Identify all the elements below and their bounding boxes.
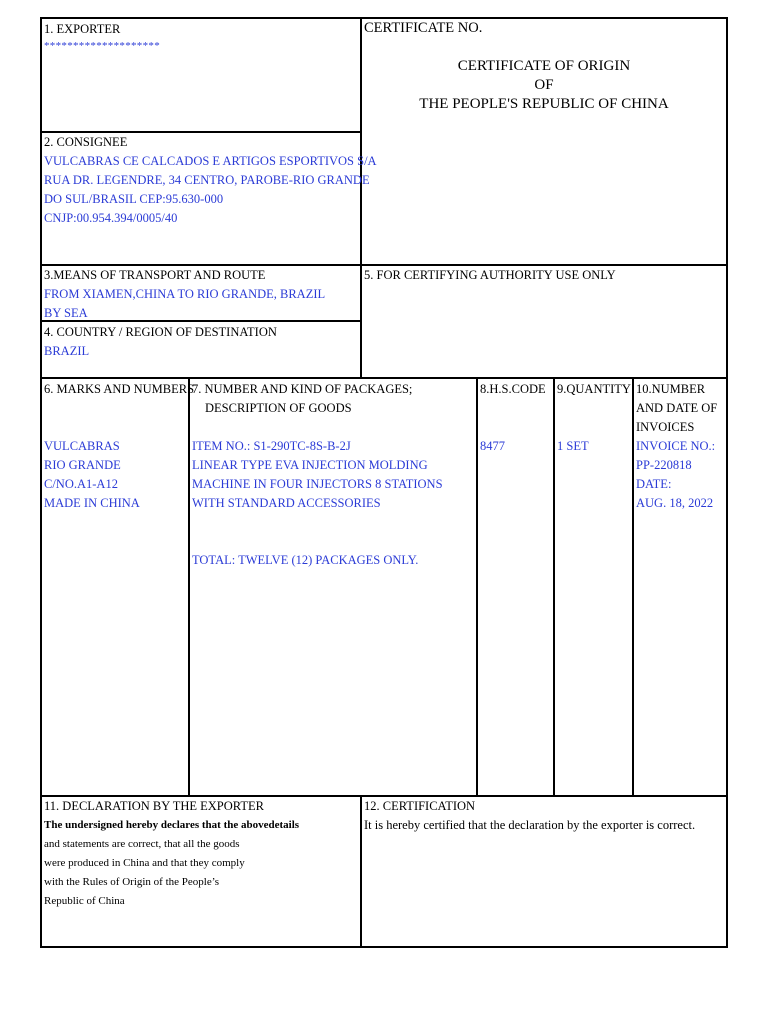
destination-label: 4. COUNTRY / REGION OF DESTINATION xyxy=(44,325,277,339)
description-line: ITEM NO.: S1-290TC-8S-B-2J xyxy=(192,439,351,453)
destination-value: BRAZIL xyxy=(44,344,90,358)
declaration-line: were produced in China and that they comply xyxy=(44,857,245,869)
description-line: MACHINE IN FOUR INJECTORS 8 STATIONS xyxy=(192,477,443,491)
certificate-title-line2: OF xyxy=(534,77,554,93)
divider-goods-top xyxy=(40,377,728,379)
invoices-header: 10.NUMBER xyxy=(636,382,706,396)
marks-line: MADE IN CHINA xyxy=(44,496,140,510)
declaration-line: with the Rules of Origin of the People’s xyxy=(44,876,220,888)
marks-header: 6. MARKS AND NUMBERS xyxy=(44,382,195,396)
quantity-header: 9.QUANTITY xyxy=(557,382,631,396)
declaration-line: Republic of China xyxy=(44,895,125,907)
description-header: DESCRIPTION OF GOODS xyxy=(205,401,352,415)
description-line: LINEAR TYPE EVA INJECTION MOLDING xyxy=(192,458,428,472)
divider-transport-destination xyxy=(40,320,361,322)
declaration-line: The undersigned hereby declares that the abovedetails xyxy=(44,819,300,831)
authority-label: 5. FOR CERTIFYING AUTHORITY USE ONLY xyxy=(364,268,616,282)
invoices-header: AND DATE OF xyxy=(636,401,718,415)
invoice-line: INVOICE NO.: xyxy=(636,439,716,453)
divider-col-quantity xyxy=(632,377,634,797)
invoice-line: AUG. 18, 2022 xyxy=(636,496,714,510)
consignee-line: RUA DR. LEGENDRE, 34 CENTRO, PAROBE-RIO GRANDE xyxy=(44,173,370,187)
divider-col-hs xyxy=(553,377,555,797)
declaration-label: 11. DECLARATION BY THE EXPORTER xyxy=(44,799,264,813)
exporter-label: 1. EXPORTER xyxy=(44,22,121,36)
consignee-label: 2. CONSIGNEE xyxy=(44,135,128,149)
certificate-no-label: CERTIFICATE NO. xyxy=(364,20,483,36)
transport-line: FROM XIAMEN,CHINA TO RIO GRANDE, BRAZIL xyxy=(44,287,326,301)
hs-code-value: 8477 xyxy=(480,439,505,453)
quantity-value: 1 SET xyxy=(557,439,589,453)
invoices-header: INVOICES xyxy=(636,420,695,434)
certificate-title-line3: THE PEOPLE'S REPUBLIC OF CHINA xyxy=(419,96,669,112)
marks-line: C/NO.A1-A12 xyxy=(44,477,118,491)
frame-bottom xyxy=(40,946,728,948)
exporter-value: ******************** xyxy=(44,40,160,52)
invoice-line: PP-220818 xyxy=(636,458,692,472)
marks-line: RIO GRANDE xyxy=(44,458,121,472)
transport-label: 3.MEANS OF TRANSPORT AND ROUTE xyxy=(44,268,266,282)
consignee-line: CNJP:00.954.394/0005/40 xyxy=(44,211,178,225)
frame-right xyxy=(726,17,728,948)
certificate-title-line1: CERTIFICATE OF ORIGIN xyxy=(457,58,631,74)
packages-header: 7. NUMBER AND KIND OF PACKAGES; xyxy=(192,382,413,396)
hs-code-header: 8.H.S.CODE xyxy=(480,382,546,396)
transport-line: BY SEA xyxy=(44,306,88,320)
frame-left xyxy=(40,17,42,948)
divider-col-description xyxy=(476,377,478,797)
certification-text: It is hereby certified that the declaration by the exporter is correct. xyxy=(364,818,696,832)
invoice-line: DATE: xyxy=(636,477,672,491)
divider-bottom-vertical xyxy=(360,795,362,948)
marks-line: VULCABRAS xyxy=(44,439,120,453)
total-packages: TOTAL: TWELVE (12) PACKAGES ONLY. xyxy=(192,553,419,567)
divider-col-marks xyxy=(188,377,190,797)
divider-top-vertical xyxy=(360,17,362,378)
declaration-line: and statements are correct, that all the goods xyxy=(44,838,240,850)
consignee-line: VULCABRAS CE CALCADOS E ARTIGOS ESPORTIVOS S/A xyxy=(44,154,377,168)
description-line: WITH STANDARD ACCESSORIES xyxy=(192,496,381,510)
certification-label: 12. CERTIFICATION xyxy=(364,799,476,813)
consignee-line: DO SUL/BRASIL CEP:95.630-000 xyxy=(44,192,224,206)
